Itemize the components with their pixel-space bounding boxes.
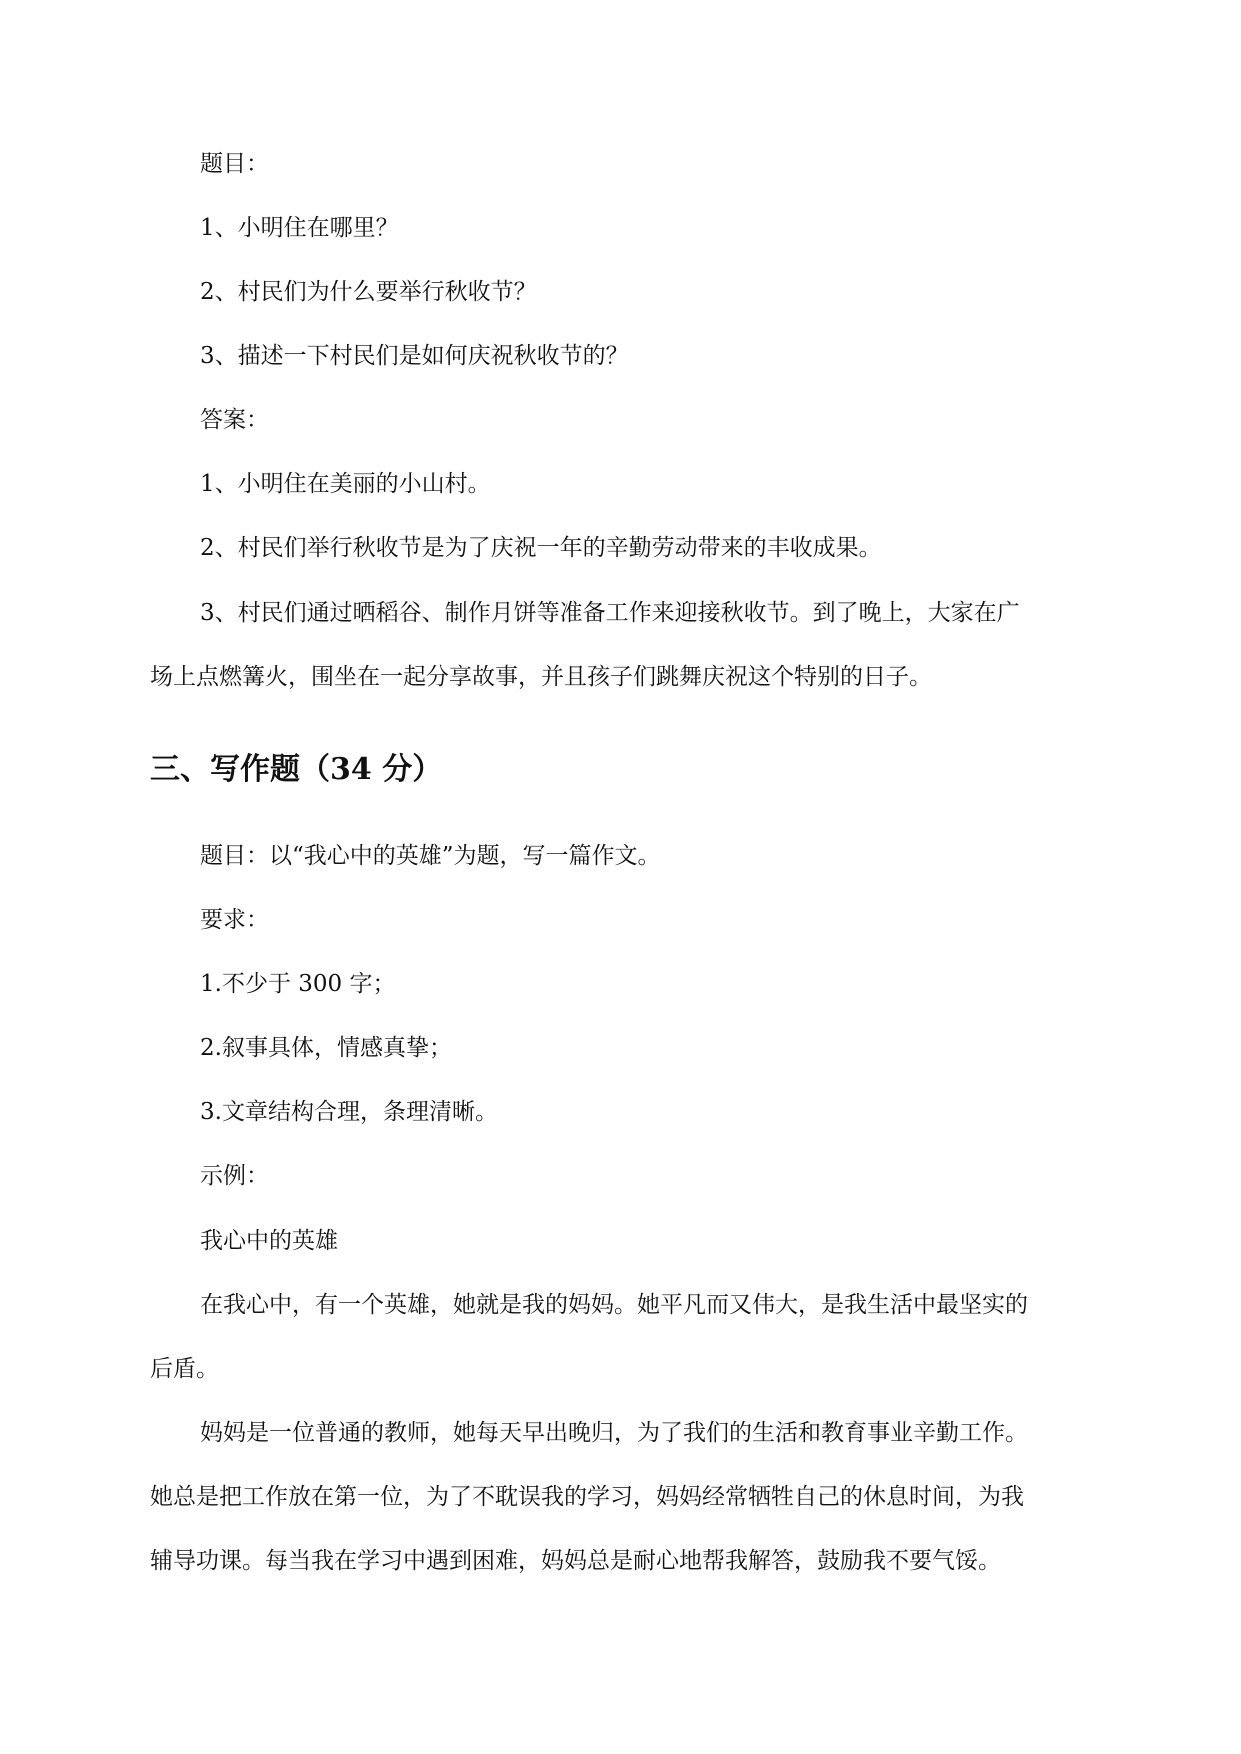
essay-para-2-line-1: 妈妈是一位普通的教师，她每天早出晚归，为了我们的生活和教育事业辛勤工作。: [200, 1420, 1028, 1446]
section-heading: 三、写作题（34 分）: [150, 752, 443, 787]
answer-1: 1、小明住在美丽的小山村。: [200, 471, 491, 497]
essay-para-2-line-2: 她总是把工作放在第一位，为了不耽误我的学习，妈妈经常牺牲自己的休息时间，为我: [150, 1484, 1024, 1510]
question-2: 2、村民们为什么要举行秋收节？: [200, 279, 537, 305]
essay-para-1-line-1: 在我心中，有一个英雄，她就是我的妈妈。她平凡而又伟大，是我生活中最坚实的: [200, 1292, 1028, 1318]
answer-3-line-1: 3、村民们通过晒稻谷、制作月饼等准备工作来迎接秋收节。到了晚上，大家在广: [200, 600, 1020, 626]
requirement-2: 2.叙事具体，情感真挚；: [200, 1035, 452, 1061]
questions-label: 题目：: [200, 151, 269, 177]
answers-label: 答案：: [200, 407, 269, 433]
requirements-label: 要求：: [200, 907, 269, 933]
example-label: 示例：: [200, 1163, 269, 1189]
requirement-1: 1.不少于 300 字；: [200, 971, 396, 997]
essay-para-2-line-3: 辅导功课。每当我在学习中遇到困难，妈妈总是耐心地帮我解答，鼓励我不要气馁。: [150, 1548, 1001, 1574]
question-1: 1、小明住在哪里？: [200, 215, 399, 241]
essay-title: 我心中的英雄: [200, 1228, 338, 1254]
question-3: 3、描述一下村民们是如何庆祝秋收节的？: [200, 343, 629, 369]
answer-2: 2、村民们举行秋收节是为了庆祝一年的辛勤劳动带来的丰收成果。: [200, 535, 882, 561]
essay-para-1-line-2: 后盾。: [150, 1356, 219, 1382]
answer-3-line-2: 场上点燃篝火，围坐在一起分享故事，并且孩子们跳舞庆祝这个特别的日子。: [150, 664, 932, 690]
requirement-3: 3.文章结构合理，条理清晰。: [200, 1099, 498, 1125]
writing-prompt: 题目：以“我心中的英雄”为题，写一篇作文。: [200, 843, 661, 869]
